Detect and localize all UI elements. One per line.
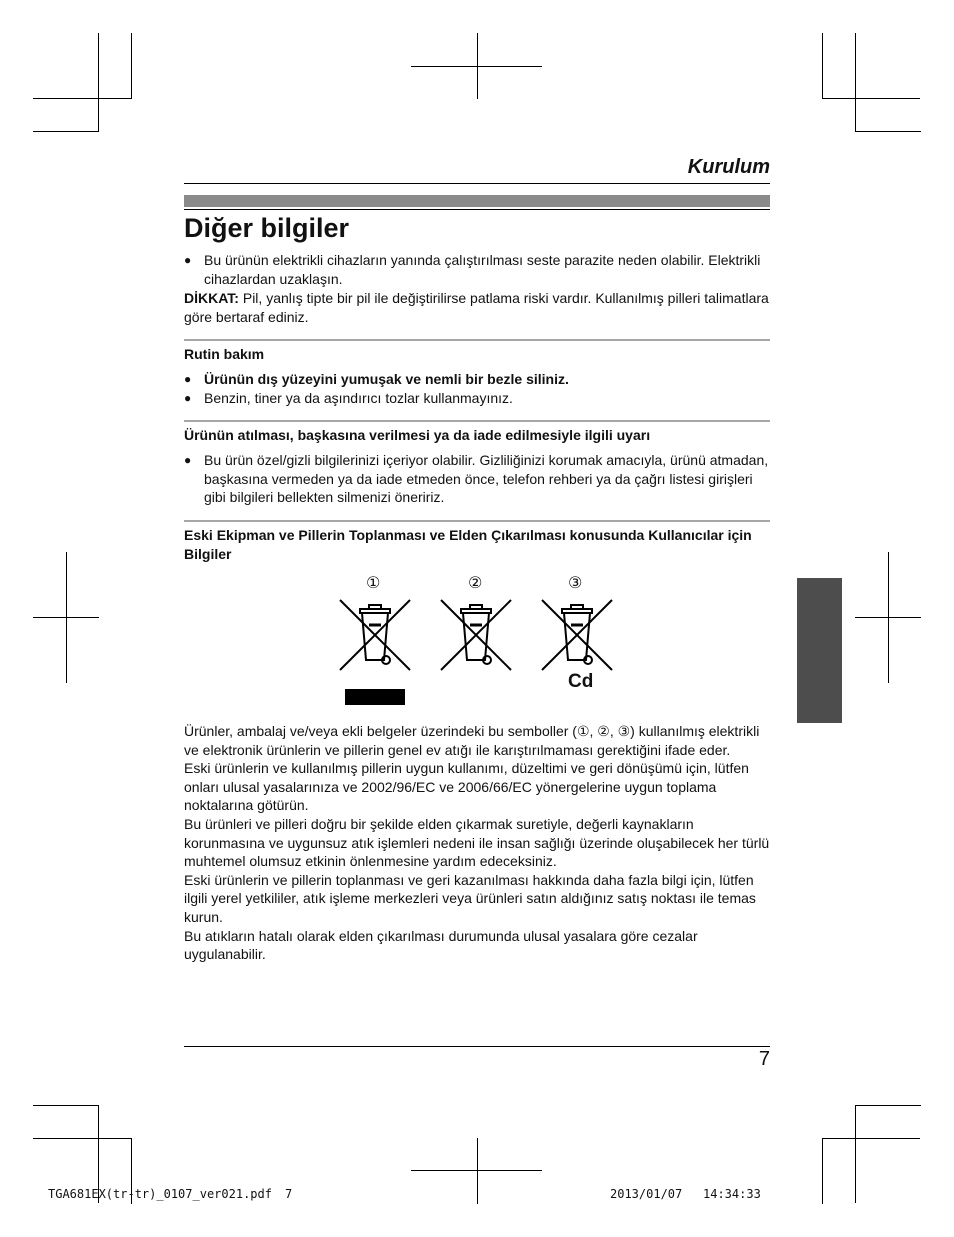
paragraph: Ürünler, ambalaj ve/veya ekli belgeler üzerindeki bu semboller (①, ②, ③) kullanılmış elektrikli ve elektronik ürünlerin ve pillerin genel ev atığı ile karıştırılmaması gerektiğini ifade eder.	[184, 723, 760, 758]
caution-note	[184, 289, 774, 326]
side-tab	[797, 578, 842, 723]
paragraph: Eski ürünlerin ve pillerin toplanması ve geri kazanılması hakkında daha fazla bilgi için, lütfen ilgili yerel yetkililer, atık işleme merkezleri veya ürünleri satın aldığınız satış noktası ile temas kurun.	[184, 871, 756, 925]
list-item: ● Bu ürün özel/gizli bilgilerinizi içeriyor olabilir. Gizliliğinizi korumak amacıyla, ürünü atmadan, başkasına vermeden ya da iade etmeden önce, telefon rehberi ya da çağrı listesi girişleri gibi bilgileri bellekten silmenizi öneririz.	[184, 452, 769, 506]
footer-time: 14:34:33	[703, 1187, 761, 1201]
caution-label: DİKKAT:	[184, 290, 239, 307]
crossed-bin-icon	[439, 598, 513, 672]
symbol-number-3: ③	[568, 575, 583, 592]
bullet-icon: ●	[184, 372, 192, 386]
bullet-icon: ●	[184, 453, 192, 467]
weee-heading: Eski Ekipman ve Pillerin Toplanması ve Elden Çıkarılması konusunda Kullanıcılar için Bilgiler	[184, 527, 752, 562]
symbol-number-1: ①	[366, 575, 381, 592]
cd-label: Cd	[568, 671, 594, 692]
paragraph: Bu atıkların hatalı olarak elden çıkarılması durumunda ulusal yasalara göre cezalar uygulanabilir.	[184, 927, 698, 963]
recycling-symbols	[328, 568, 628, 708]
caution-text: Pil, yanlış tipte bir pil ile değiştirilirse patlama riski vardır. Kullanılmış pilleri talimatlara göre bertaraf ediniz.	[184, 290, 769, 325]
page-number: 7	[758, 1048, 770, 1070]
bullet-icon: ●	[184, 390, 192, 405]
crossed-bin-icon	[338, 598, 412, 672]
list-item: ● Ürünün dış yüzeyini yumuşak ve nemli bir bezle siliniz.	[184, 371, 569, 387]
list-item: ● Bu ürünün elektrikli cihazların yanında çalıştırılması seste parazite neden olabilir. Elektrikli cihazlardan uzaklaşın.	[184, 252, 761, 287]
maintenance-list	[184, 370, 774, 407]
footer-date: 2013/01/07	[610, 1187, 683, 1201]
title-bar	[184, 195, 770, 207]
weee-body	[184, 722, 770, 964]
footer-rule	[184, 1046, 770, 1047]
page-title: Diğer bilgiler	[184, 213, 350, 243]
footer-filename: TGA681EX(tr-tr)_0107_ver021.pdf	[48, 1187, 272, 1201]
divider	[184, 339, 770, 341]
bullet-icon: ●	[184, 253, 192, 267]
header-rule	[184, 183, 770, 184]
disposal-list	[184, 451, 774, 507]
footer-page: 7	[285, 1187, 293, 1201]
maintenance-heading: Rutin bakım	[184, 346, 265, 362]
intro-section	[184, 251, 774, 326]
symbol-number-2: ②	[468, 575, 483, 592]
disposal-heading: Ürünün atılması, başkasına verilmesi ya da iade edilmesiyle ilgili uyarı	[184, 427, 651, 443]
divider	[184, 520, 770, 522]
title-rule	[184, 209, 770, 210]
list-item: ● Benzin, tiner ya da aşındırıcı tozlar kullanmayınız.	[184, 389, 513, 406]
crossed-bin-icon	[540, 598, 614, 672]
section-title: Kurulum	[687, 156, 770, 178]
divider	[184, 420, 770, 422]
paragraph: Bu ürünleri ve pilleri doğru bir şekilde elden çıkarmak suretiyle, değerli kaynakların korunmasına ve uygunsuz atık işlemleri nedeni ile insan sağlığı üzerinde oluşabilecek her türlü muhtemel olumsuz etkinin önlenmesine yardım edeceksiniz.	[184, 815, 770, 870]
paragraph: Eski ürünlerin ve kullanılmış pillerin uygun kullanımı, düzeltimi ve geri dönüşümü için, lütfen onları ulusal yasalarınıza ve 2002/96/EC ve 2006/66/EC yönergelerine uygun toplama noktalarına götürün.	[184, 760, 749, 814]
black-bar	[345, 689, 405, 705]
